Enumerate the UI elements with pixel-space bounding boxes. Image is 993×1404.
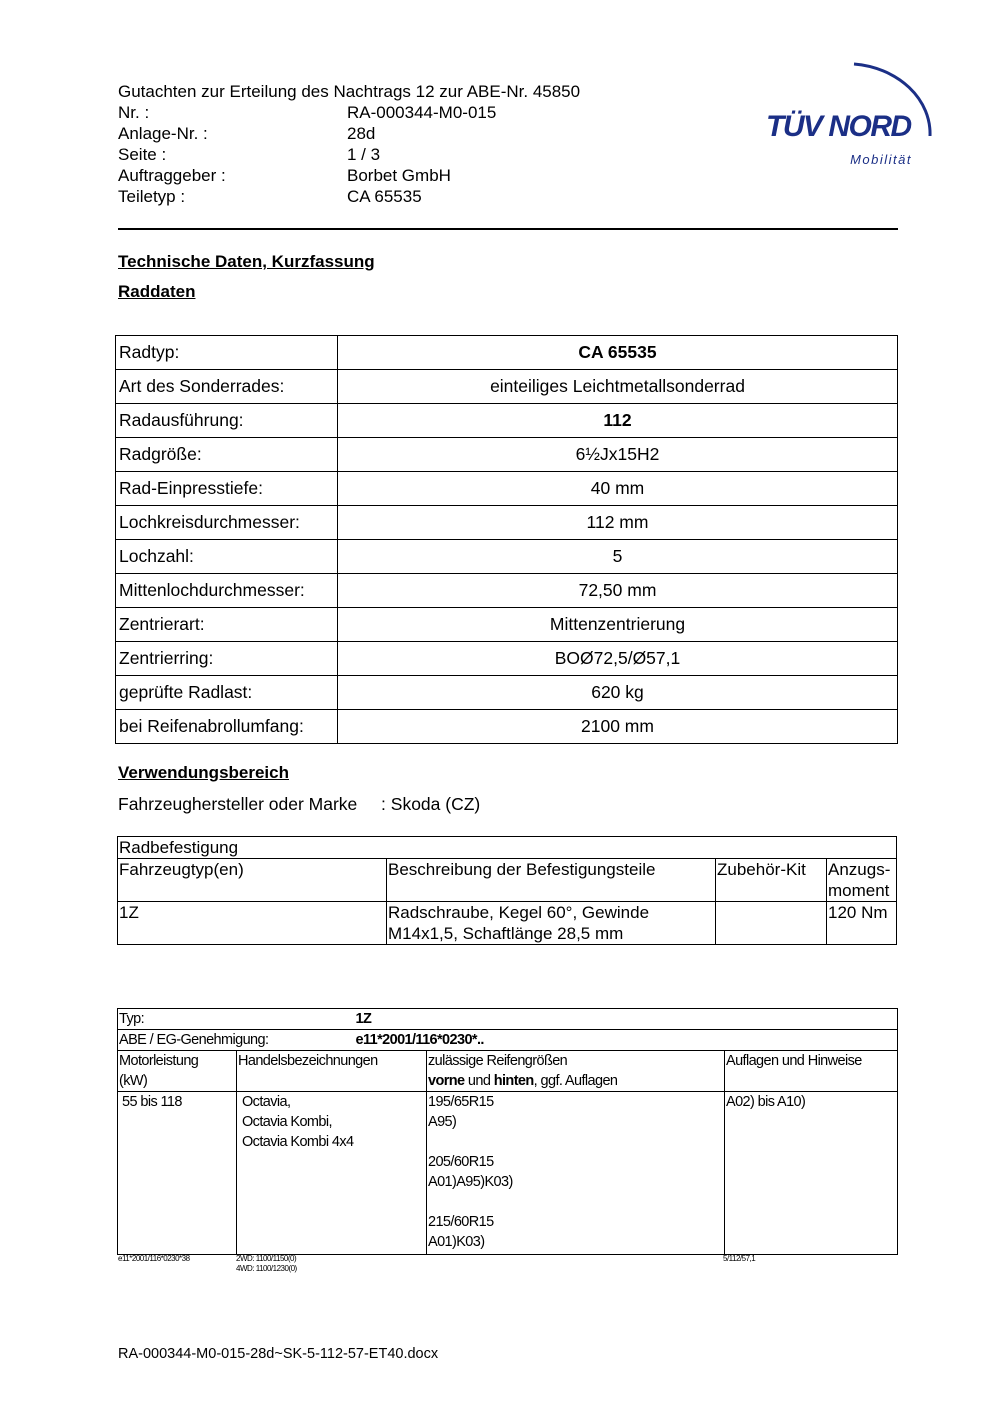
row-label: Radgröße: <box>116 438 338 472</box>
tyre-size: 195/65R15 <box>428 1094 494 1110</box>
table-row <box>118 1092 898 1255</box>
row-label: Lochzahl: <box>116 540 338 574</box>
logo-subtitle: Mobilität <box>850 152 912 167</box>
table-row <box>116 540 898 574</box>
section-raddaten: Raddaten <box>118 282 196 301</box>
raddaten-table <box>115 335 898 744</box>
description-line: Radschraube, Kegel 60°, Gewinde <box>388 903 650 922</box>
trade-name: Octavia Kombi 4x4 <box>242 1134 354 1150</box>
header-line: moment <box>828 881 890 900</box>
header-value: 1 / 3 <box>347 145 381 164</box>
tyre-note: A01)A95)K03) <box>428 1174 513 1190</box>
header-line: zulässige Reifengrößen <box>428 1053 568 1069</box>
header-value: RA-000344-M0-015 <box>347 103 497 122</box>
table-row <box>116 336 898 370</box>
row-value: 112 <box>338 404 898 438</box>
table-row <box>116 404 898 438</box>
row-label: Rad-Einpresstiefe: <box>116 472 338 506</box>
header-divider <box>118 228 898 230</box>
table-row <box>116 472 898 506</box>
header-value: 28d <box>347 124 376 143</box>
header-value: CA 65535 <box>347 187 422 206</box>
row-value: 620 kg <box>338 676 898 710</box>
column-header-auflagen: Auflagen und Hinweise <box>725 1051 898 1092</box>
header-label: Anlage-Nr. : <box>118 124 208 143</box>
section-technische-daten: Technische Daten, Kurzfassung <box>118 252 375 271</box>
report-title: Gutachten zur Erteilung des Nachtrags 12 zur ABE-Nr. 45850 <box>118 82 581 101</box>
small-code: 5/112/57,1 <box>723 1254 756 1263</box>
header-label: Nr. : <box>118 103 150 122</box>
tuev-nord-logo <box>762 56 942 174</box>
abe-row <box>118 1030 898 1051</box>
description-line: M14x1,5, Schaftlänge 28,5 mm <box>388 924 624 943</box>
row-label: Zentrierart: <box>116 608 338 642</box>
cell-kit <box>716 902 827 945</box>
table-row <box>116 608 898 642</box>
radbefestigung-table <box>117 836 897 945</box>
cell-tyres <box>427 1092 725 1255</box>
table-row <box>116 370 898 404</box>
abe-label: ABE / EG-Genehmigung: <box>119 1032 269 1048</box>
row-label: Mittenlochdurchmesser: <box>116 574 338 608</box>
manufacturer-separator: : <box>381 794 386 814</box>
tyre-size: 205/60R15 <box>428 1154 494 1170</box>
manufacturer-line <box>118 794 480 815</box>
row-label: Radausführung: <box>116 404 338 438</box>
header-row-auftraggeber <box>118 165 451 186</box>
header-rest: , ggf. Auflagen <box>533 1073 618 1089</box>
table-title: Radbefestigung <box>118 837 897 859</box>
manufacturer-label: Fahrzeughersteller oder Marke <box>118 794 358 814</box>
row-value: 5 <box>338 540 898 574</box>
table-row <box>118 1030 898 1051</box>
trade-name: Octavia Kombi, <box>242 1114 332 1130</box>
row-label: geprüfte Radlast: <box>116 676 338 710</box>
column-header-torque <box>827 859 897 902</box>
tyre-note: A01)K03) <box>428 1234 485 1250</box>
row-label: Art des Sonderrades: <box>116 370 338 404</box>
table-header-row <box>118 1051 898 1092</box>
cell-torque: 120 Nm <box>827 902 897 945</box>
row-label: Zentrierring: <box>116 642 338 676</box>
table-row <box>116 506 898 540</box>
tyre-size: 215/60R15 <box>428 1214 494 1230</box>
row-value: 112 mm <box>338 506 898 540</box>
row-value: 40 mm <box>338 472 898 506</box>
tyre-note: A95) <box>428 1114 457 1130</box>
row-value: einteiliges Leichtmetallsonderrad <box>338 370 898 404</box>
row-label: bei Reifenabrollumfang: <box>116 710 338 744</box>
table-row <box>116 676 898 710</box>
cell-motor: 55 bis 118 <box>118 1092 237 1255</box>
small-4wd: 4WD: 1100/1230(0) <box>236 1264 297 1273</box>
table-row <box>116 574 898 608</box>
column-header-handel: Handelsbezeichnungen <box>237 1051 427 1092</box>
header-line <box>428 1071 723 1091</box>
header-label: Seite : <box>118 145 167 164</box>
row-value: CA 65535 <box>338 336 898 370</box>
table-row <box>118 1009 898 1030</box>
small-abe: e11*2001/116*0230*38 <box>118 1254 190 1263</box>
table-row <box>116 642 898 676</box>
cell-vehicle-type: 1Z <box>118 902 387 945</box>
header-line: (kW) <box>119 1073 148 1089</box>
typ-row <box>118 1009 898 1030</box>
typ-label: Typ: <box>119 1011 144 1027</box>
row-label: Radtyp: <box>116 336 338 370</box>
header-label: Auftraggeber : <box>118 166 226 185</box>
cell-names <box>237 1092 427 1255</box>
footer-filename: RA-000344-M0-015-28d~SK-5-112-57-ET40.docx <box>118 1346 439 1362</box>
table-row <box>118 902 897 945</box>
table-row <box>116 710 898 744</box>
column-header: Zubehör-Kit <box>716 859 827 902</box>
row-value: BOØ72,5/Ø57,1 <box>338 642 898 676</box>
column-header: Fahrzeugtyp(en) <box>118 859 387 902</box>
header-row-seite <box>118 144 381 165</box>
trade-name: Octavia, <box>242 1094 291 1110</box>
table-row <box>116 438 898 472</box>
header-row-nr <box>118 102 497 123</box>
column-header: Beschreibung der Befestigungsteile <box>387 859 716 902</box>
row-value: 2100 mm <box>338 710 898 744</box>
header-label: Teiletyp : <box>118 187 186 206</box>
vehicle-type-table <box>117 1008 898 1255</box>
header-and: und <box>464 1073 494 1089</box>
typ-value: 1Z <box>355 1011 372 1027</box>
header-line: Motorleistung <box>119 1053 199 1069</box>
header-front: vorne <box>428 1073 465 1089</box>
small-2wd: 2WD: 1100/1150(0) <box>236 1254 297 1263</box>
header-row-teiletyp <box>118 186 422 207</box>
table-header-row <box>118 859 897 902</box>
row-value: 6½Jx15H2 <box>338 438 898 472</box>
header-row-anlage <box>118 123 376 144</box>
cell-auflagen: A02) bis A10) <box>725 1092 898 1255</box>
row-label: Lochkreisdurchmesser: <box>116 506 338 540</box>
section-verwendungsbereich: Verwendungsbereich <box>118 763 289 782</box>
header-rear: hinten <box>493 1073 534 1089</box>
table-row <box>118 837 897 859</box>
header-line: Anzugs- <box>828 860 891 879</box>
row-value: Mittenzentrierung <box>338 608 898 642</box>
header-value: Borbet GmbH <box>347 166 451 185</box>
manufacturer-value: Skoda (CZ) <box>390 794 481 814</box>
row-value: 72,50 mm <box>338 574 898 608</box>
column-header-motor <box>118 1051 237 1092</box>
column-header-reifen <box>427 1051 725 1092</box>
logo-wordmark: TÜV NORD <box>766 110 911 143</box>
cell-description <box>387 902 716 945</box>
abe-value: e11*2001/116*0230*.. <box>355 1032 484 1048</box>
